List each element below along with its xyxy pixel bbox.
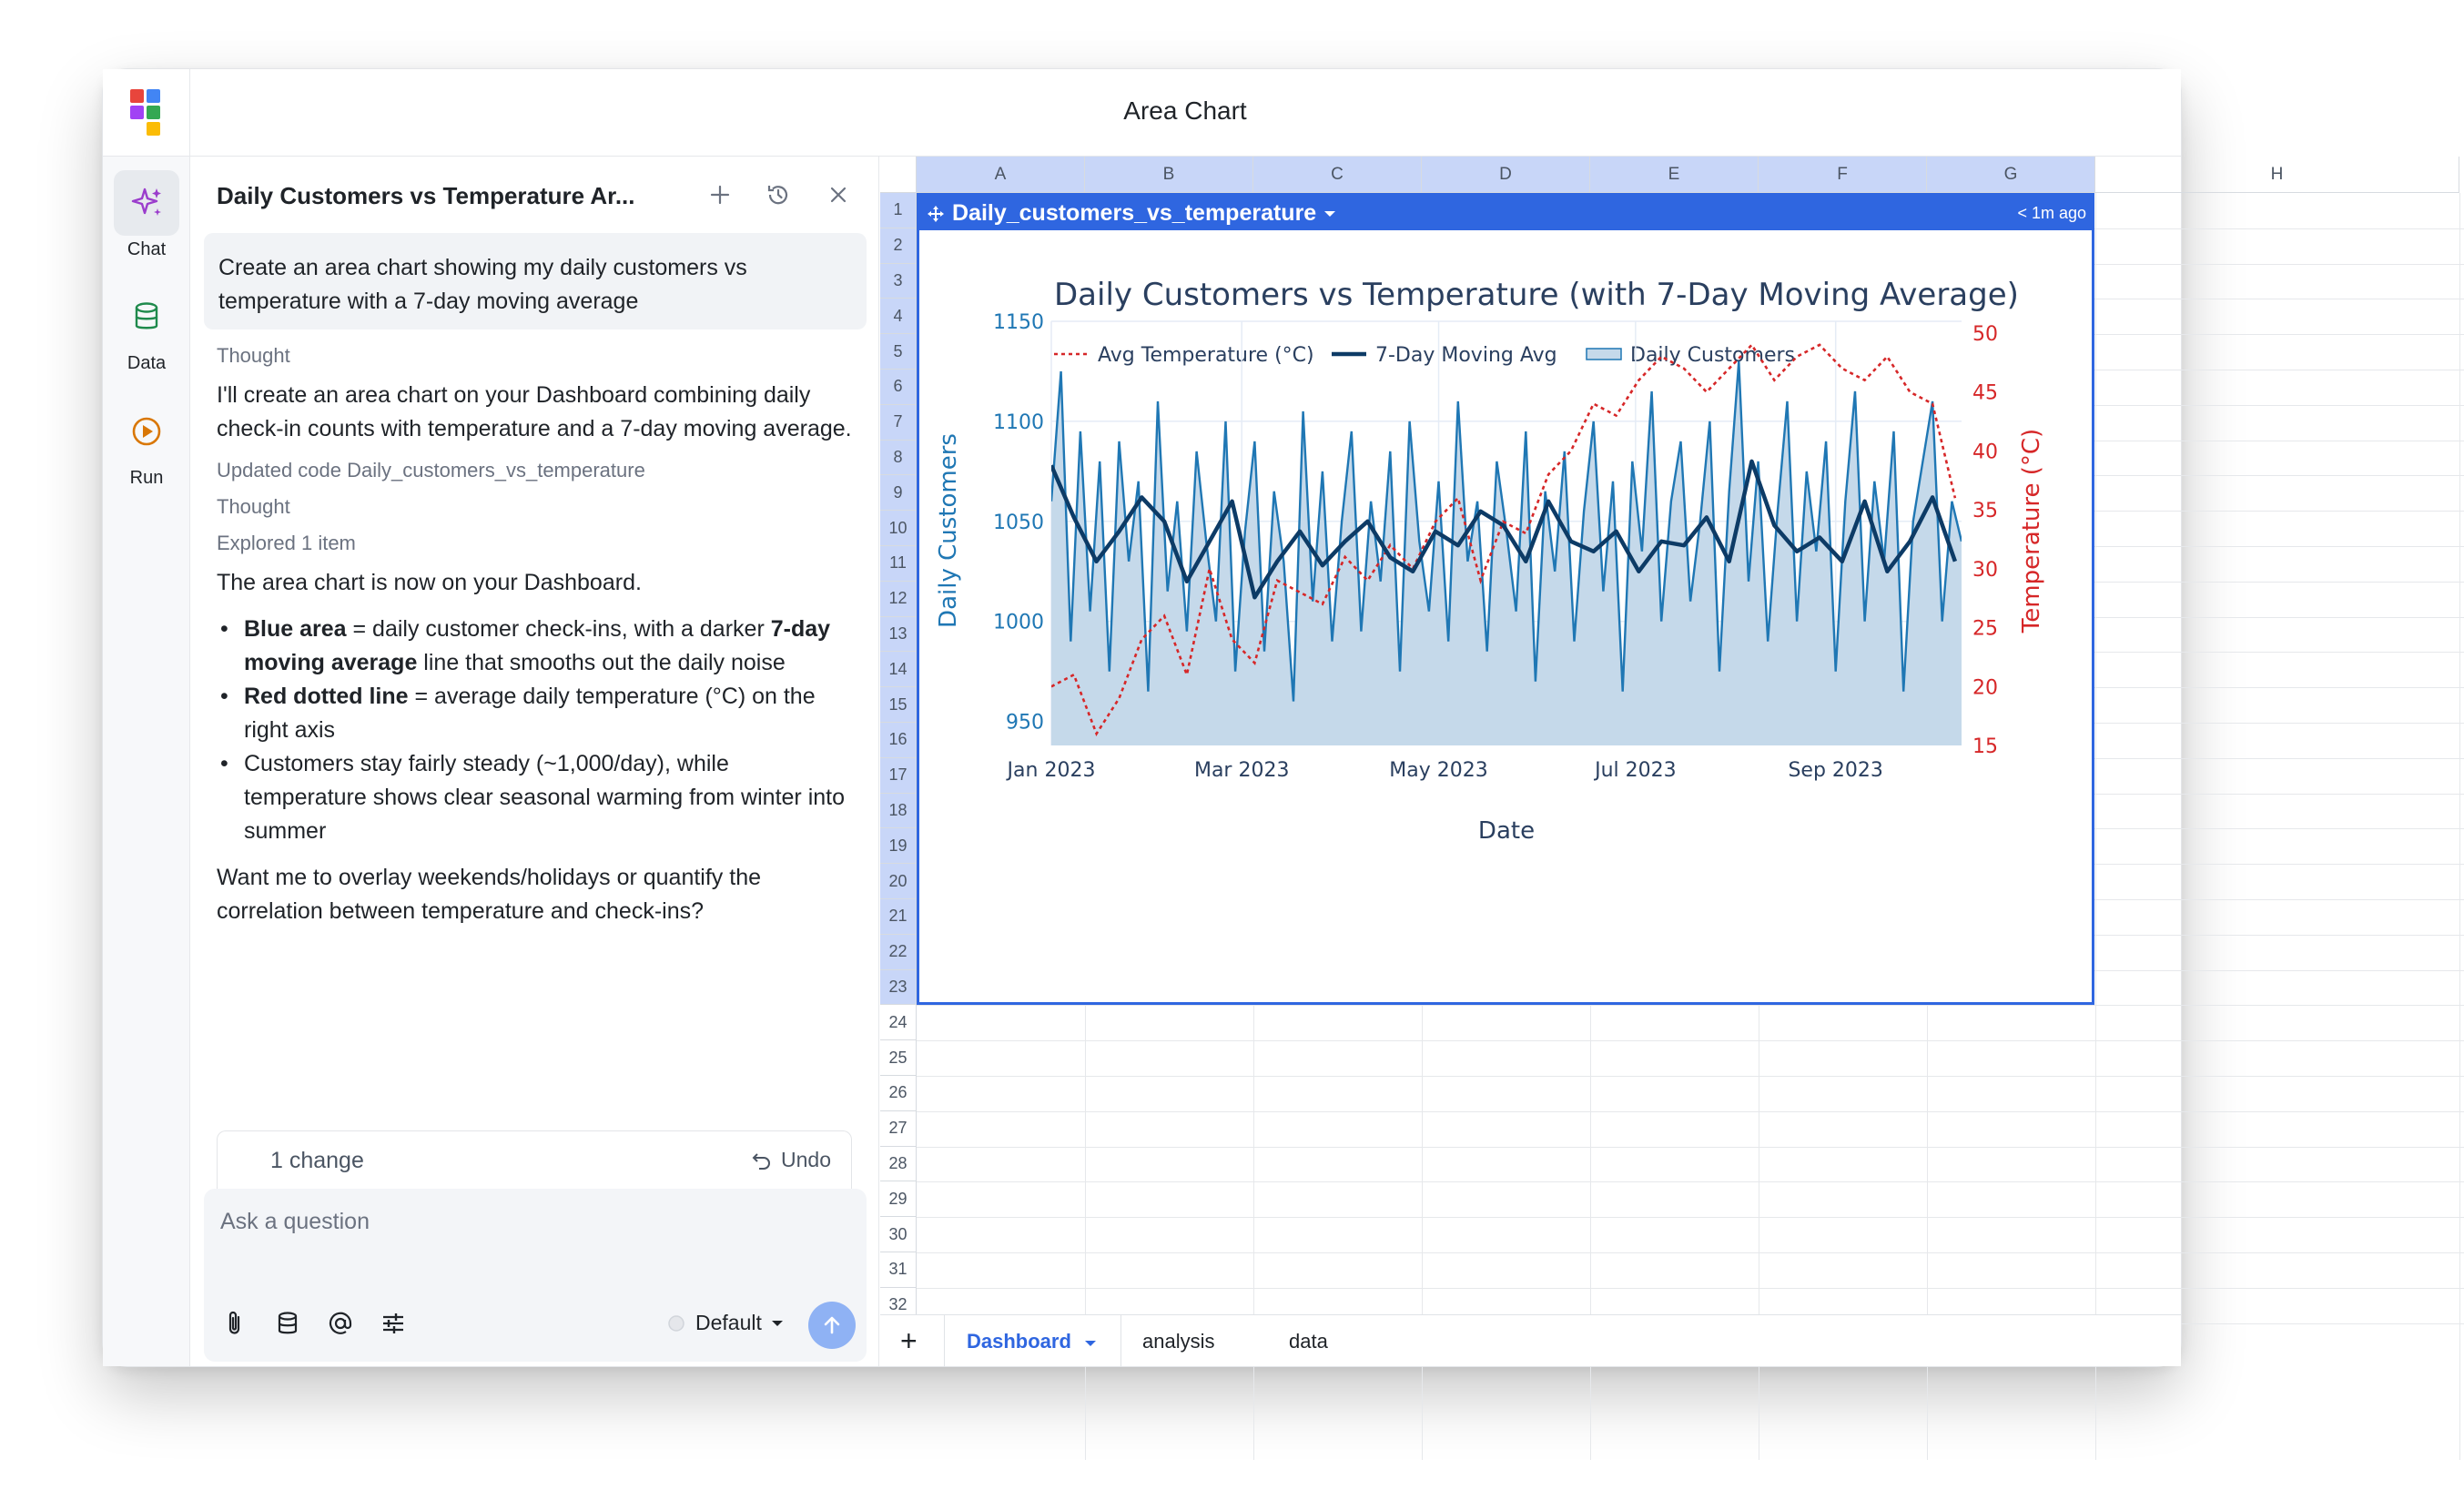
- column-header[interactable]: H: [2095, 157, 2459, 193]
- close-icon: [828, 185, 848, 205]
- row-header[interactable]: 24: [880, 1005, 917, 1040]
- plus-icon: [709, 184, 731, 206]
- change-bar: [217, 1130, 852, 1189]
- rail-item-run[interactable]: [103, 399, 190, 489]
- list-item: [217, 680, 854, 747]
- paperclip-icon: [223, 1310, 247, 1337]
- send-button[interactable]: [808, 1302, 856, 1349]
- x-axis-label: Date: [1477, 817, 1536, 845]
- row-header[interactable]: 29: [880, 1181, 917, 1217]
- column-header[interactable]: D: [1422, 157, 1590, 193]
- row-header[interactable]: 14: [880, 652, 917, 687]
- legend-label: Daily Customers: [1630, 344, 1795, 367]
- change-count[interactable]: 1 change: [270, 1148, 364, 1173]
- list-item: [217, 613, 854, 680]
- bullet-bold: Blue area: [244, 616, 347, 642]
- select-all-corner[interactable]: [880, 157, 917, 193]
- icon-rail: [103, 157, 190, 1366]
- rail-item-chat[interactable]: [103, 170, 190, 260]
- chat-header: [190, 157, 878, 229]
- assistant-summary: The area chart is now on your Dashboard.: [217, 570, 642, 595]
- row-header[interactable]: 13: [880, 617, 917, 653]
- row-header[interactable]: 1: [880, 193, 917, 228]
- chat-input[interactable]: [204, 1189, 867, 1362]
- assistant-question: Want me to overlay weekends/holidays or quantify the correlation between temperature and check-ins?: [217, 865, 761, 924]
- row-header[interactable]: 6: [880, 370, 917, 405]
- row-header[interactable]: 2: [880, 228, 917, 264]
- new-chat-button[interactable]: [702, 177, 738, 213]
- at-sign-icon: [327, 1310, 354, 1337]
- mention-button[interactable]: [322, 1305, 359, 1342]
- window-title: Area Chart: [1123, 96, 1247, 125]
- history-icon: [766, 182, 791, 208]
- x-tick-label: May 2023: [1389, 759, 1488, 782]
- sliders-icon: [380, 1311, 406, 1336]
- updated-code-line[interactable]: [217, 459, 854, 482]
- legend-swatch-daily: [1587, 349, 1621, 360]
- assistant-response: [217, 339, 854, 928]
- rail-label-data: Data: [127, 353, 167, 373]
- legend-label: 7-Day Moving Avg: [1375, 344, 1557, 367]
- database-icon: [114, 284, 179, 350]
- y2-tick-label: 25: [1972, 617, 1998, 641]
- rail-item-data[interactable]: [103, 284, 190, 374]
- y-tick-label: 950: [1006, 711, 1044, 735]
- chart-name-dropdown[interactable]: [927, 200, 1336, 227]
- x-tick-label: Mar 2023: [1193, 759, 1290, 782]
- y-tick-label: 1150: [993, 311, 1044, 334]
- bullet-text: Customers stay fairly steady (~1,000/day), while temperature shows clear seasonal warming from winter into summer: [244, 751, 845, 844]
- chart-updated-time: < 1m ago: [2017, 204, 2086, 222]
- undo-icon: [752, 1150, 772, 1171]
- move-icon: [927, 205, 945, 223]
- rail-label-chat: Chat: [127, 239, 167, 259]
- list-item: [217, 747, 854, 848]
- chart-name: Daily_customers_vs_temperature: [952, 200, 1317, 226]
- row-header[interactable]: 5: [880, 334, 917, 370]
- chart-title-bar[interactable]: [919, 196, 2092, 230]
- y-tick-label: 1000: [993, 611, 1044, 634]
- data-source-button[interactable]: [269, 1305, 306, 1342]
- row-header[interactable]: 32: [880, 1288, 917, 1323]
- bullet-bold: 7-day moving average: [244, 616, 831, 675]
- sparkle-icon: [114, 170, 179, 236]
- daily-customers-area: [1051, 361, 1962, 745]
- chart-object[interactable]: [917, 193, 2094, 1005]
- row-header[interactable]: 19: [880, 828, 917, 864]
- row-header[interactable]: 26: [880, 1076, 917, 1111]
- spreadsheet: [880, 157, 2284, 1366]
- column-header[interactable]: A: [917, 157, 1085, 193]
- row-header[interactable]: 3: [880, 264, 917, 299]
- updated-code-target: Daily_customers_vs_temperature: [347, 459, 645, 481]
- updated-code-label: Updated code: [217, 459, 341, 481]
- x-tick-label: Jan 2023: [1007, 759, 1096, 782]
- row-header[interactable]: 22: [880, 935, 917, 970]
- y-axis-label: Daily Customers: [935, 433, 962, 628]
- y2-tick-label: 30: [1972, 558, 1998, 582]
- bullet-text: = daily customer check-ins, with a darker: [346, 616, 771, 642]
- x-tick-label: Sep 2023: [1788, 759, 1883, 782]
- app-window: [102, 68, 2284, 1367]
- model-icon: [666, 1313, 686, 1333]
- legend-label: Avg Temperature (°C): [1098, 344, 1314, 367]
- row-header[interactable]: 25: [880, 1040, 917, 1076]
- explored-label: Explored: [217, 532, 296, 554]
- row-header[interactable]: 27: [880, 1111, 917, 1147]
- row-header[interactable]: 28: [880, 1147, 917, 1182]
- y2-tick-label: 40: [1972, 441, 1998, 464]
- row-header[interactable]: 30: [880, 1217, 917, 1252]
- row-header[interactable]: 9: [880, 475, 917, 511]
- y2-tick-label: 35: [1972, 500, 1998, 523]
- row-header[interactable]: 16: [880, 723, 917, 758]
- row-header[interactable]: 31: [880, 1252, 917, 1288]
- close-chat-button[interactable]: [820, 177, 857, 213]
- row-header[interactable]: 20: [880, 864, 917, 899]
- arrow-up-icon: [820, 1313, 844, 1337]
- attach-button[interactable]: [217, 1305, 253, 1342]
- history-button[interactable]: [760, 177, 796, 213]
- bullet-bold: Red dotted line: [244, 684, 409, 709]
- caret-down-icon: [771, 1319, 784, 1328]
- row-header[interactable]: 12: [880, 582, 917, 617]
- y2-tick-label: 45: [1972, 381, 1998, 405]
- column-header[interactable]: F: [1759, 157, 1927, 193]
- undo-label: Undo: [781, 1148, 831, 1171]
- row-header[interactable]: 23: [880, 970, 917, 1006]
- bullet-text: line that smooths out the daily noise: [417, 650, 786, 675]
- explored-count: 1 item: [300, 532, 356, 554]
- y2-tick-label: 15: [1972, 735, 1998, 758]
- row-header[interactable]: 11: [880, 546, 917, 582]
- caret-down-icon: [1323, 209, 1336, 218]
- y-tick-label: 1100: [993, 410, 1044, 434]
- column-header[interactable]: C: [1253, 157, 1422, 193]
- tab-label: Dashboard: [967, 1330, 1071, 1353]
- series-daily-customers: [1051, 361, 1962, 745]
- user-message: Create an area chart showing my daily customers vs temperature with a 7-day moving average: [204, 233, 867, 329]
- model-label: Default: [695, 1311, 762, 1334]
- rail-label-run: Run: [129, 468, 164, 488]
- model-selector[interactable]: [666, 1311, 784, 1335]
- row-header[interactable]: 8: [880, 441, 917, 476]
- x-tick-label: Jul 2023: [1595, 759, 1677, 782]
- sheet-tabs: [880, 1314, 2181, 1366]
- y2-tick-label: 50: [1972, 322, 1998, 346]
- caret-down-icon: [1084, 1339, 1097, 1348]
- assistant-intro: I'll create an area chart on your Dashboard combining daily check-in counts with temperature and a 7-day moving average.: [217, 382, 852, 441]
- title-bar: [103, 69, 2181, 157]
- row-header[interactable]: 18: [880, 794, 917, 829]
- row-header[interactable]: 4: [880, 299, 917, 334]
- column-header[interactable]: B: [1085, 157, 1253, 193]
- thought-label[interactable]: Thought: [217, 344, 290, 367]
- chat-input-placeholder: Ask a question: [220, 1209, 370, 1234]
- chart-legend: [1054, 344, 1795, 367]
- row-header[interactable]: 15: [880, 687, 917, 723]
- undo-button[interactable]: [752, 1148, 831, 1172]
- row-header[interactable]: 17: [880, 758, 917, 794]
- chat-panel: [190, 157, 879, 1366]
- y2-tick-label: 20: [1972, 676, 1998, 700]
- play-icon: [114, 399, 179, 464]
- row-header[interactable]: 10: [880, 511, 917, 546]
- bullet-text: = average daily temperature (°C) on the right axis: [244, 684, 816, 743]
- chart-title: Daily Customers vs Temperature (with 7-Day Moving Average): [1054, 277, 2019, 313]
- area-chart[interactable]: [919, 230, 2092, 1002]
- tab-data[interactable]: data: [1289, 1330, 1328, 1353]
- app-logo-icon[interactable]: [130, 89, 161, 135]
- tab-analysis[interactable]: analysis: [1142, 1330, 1215, 1353]
- explored-line[interactable]: [217, 532, 854, 555]
- database-icon: [275, 1311, 300, 1336]
- bullet-list: [217, 613, 854, 848]
- y2-axis-label: Temperature (°C): [2018, 428, 2045, 633]
- tab-dashboard[interactable]: [967, 1330, 1097, 1353]
- thought-label-2[interactable]: Thought: [217, 495, 290, 518]
- row-header[interactable]: 7: [880, 405, 917, 441]
- column-header[interactable]: G: [1927, 157, 2095, 193]
- settings-button[interactable]: [375, 1305, 411, 1342]
- y-tick-label: 1050: [993, 511, 1044, 534]
- chat-title: Daily Customers vs Temperature Ar...: [217, 182, 635, 209]
- column-header[interactable]: E: [1590, 157, 1759, 193]
- add-sheet-button[interactable]: +: [900, 1324, 918, 1357]
- row-header[interactable]: 21: [880, 899, 917, 935]
